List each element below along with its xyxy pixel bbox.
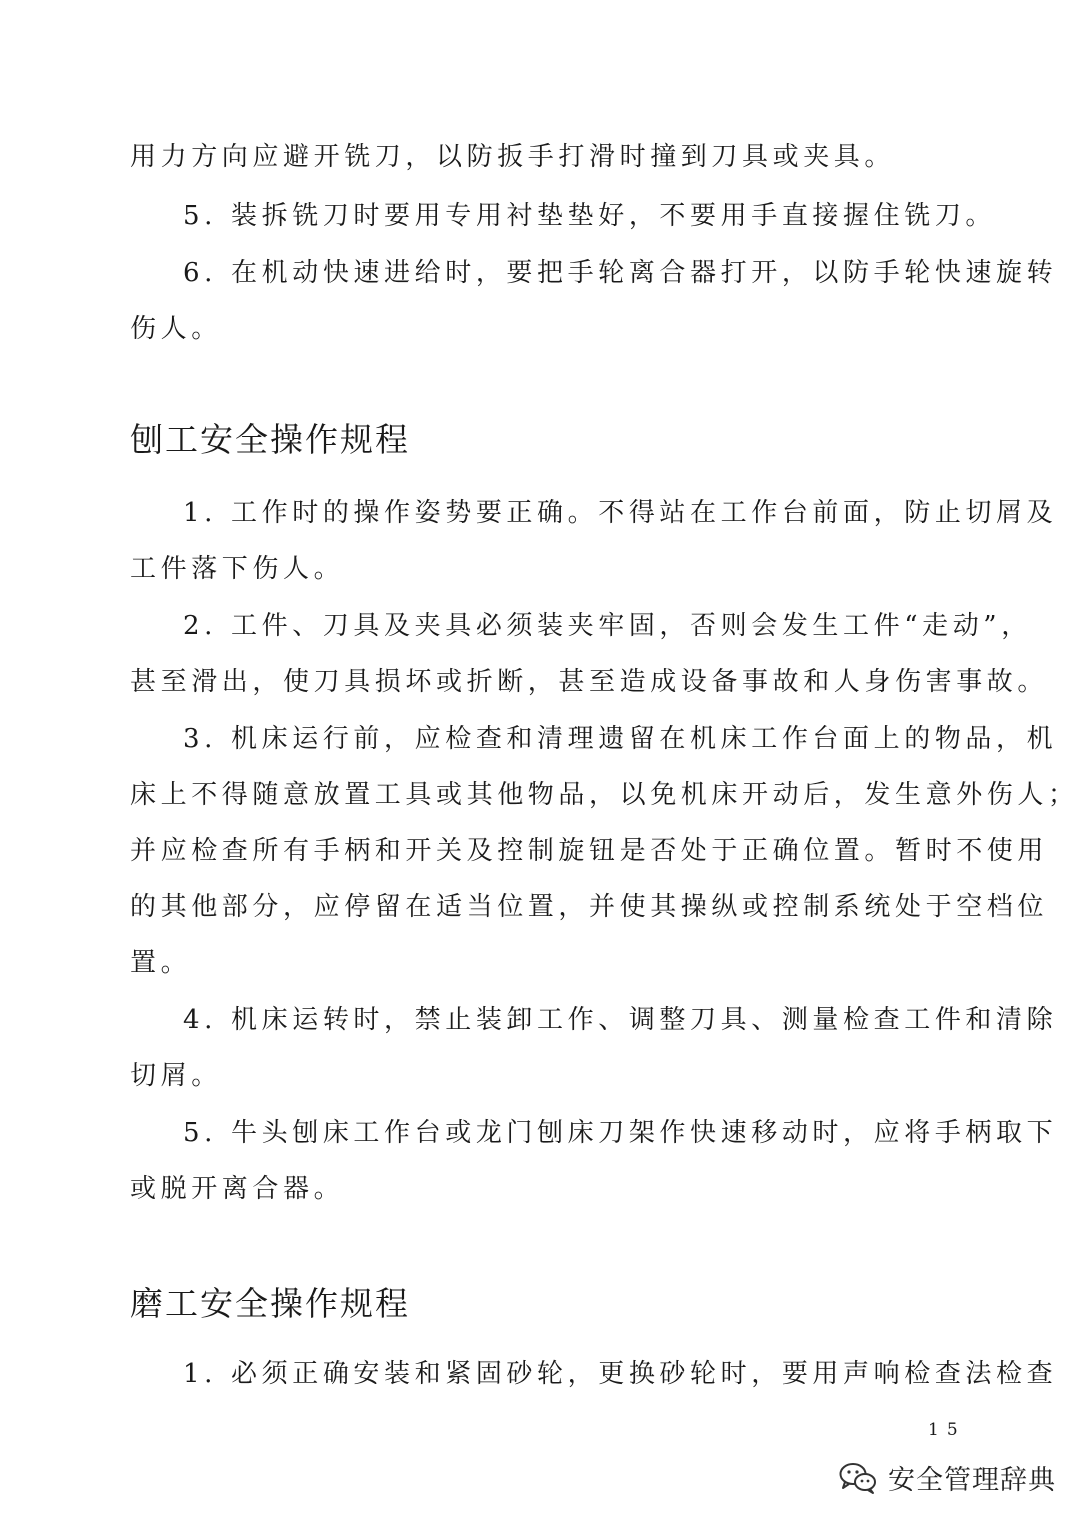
list-item bbox=[183, 260, 1057, 286]
item-text: 机床运转时，禁止装卸工作、调整刀具、测量检查工件和清除 bbox=[231, 1005, 1058, 1035]
item-number: 6. bbox=[183, 258, 218, 288]
item-number: 4. bbox=[183, 1005, 218, 1035]
wechat-icon bbox=[838, 1461, 878, 1495]
paragraph-line: 床上不得随意放置工具或其他物品，以免机床开动后，发生意外伤人； bbox=[130, 780, 1079, 810]
item-text: 必须正确安装和紧固砂轮，更换砂轮时，要用声响检查法检查 bbox=[231, 1359, 1058, 1389]
item-text: 工作时的操作姿势要正确。不得站在工作台前面，防止切屑及 bbox=[231, 498, 1058, 528]
list-item bbox=[183, 613, 1032, 639]
item-text: 在机动快速进给时，要把手轮离合器打开，以防手轮快速旋转 bbox=[231, 258, 1058, 288]
list-item bbox=[183, 203, 996, 229]
paragraph-line: 伤人。 bbox=[130, 314, 222, 344]
paragraph-line: 工件落下伤人。 bbox=[130, 554, 345, 584]
list-item bbox=[183, 726, 1057, 752]
item-number: 1. bbox=[183, 498, 218, 528]
item-text: 工件、刀具及夹具必须装夹牢固，否则会发生工件“走动”， bbox=[231, 611, 1032, 641]
page-number: 15 bbox=[928, 1420, 966, 1440]
list-item bbox=[183, 500, 1057, 526]
item-number: 1. bbox=[183, 1359, 218, 1389]
paragraph-line: 或脱开离合器。 bbox=[130, 1174, 345, 1204]
item-text: 机床运行前，应检查和清理遗留在机床工作台面上的物品，机 bbox=[231, 724, 1058, 754]
item-text: 装拆铣刀时要用专用衬垫垫好，不要用手直接握住铣刀。 bbox=[231, 201, 997, 231]
list-item bbox=[183, 1007, 1057, 1033]
paragraph-line: 并应检查所有手柄和开关及控制旋钮是否处于正确位置。暂时不使用 bbox=[130, 836, 1049, 866]
section-heading: 刨工安全操作规程 bbox=[130, 420, 410, 459]
paragraph-line: 置。 bbox=[130, 948, 192, 978]
paragraph-line: 的其他部分，应停留在适当位置，并使其操纵或控制系统处于空档位 bbox=[130, 892, 1049, 922]
item-number: 5. bbox=[183, 201, 218, 231]
item-number: 2. bbox=[183, 611, 218, 641]
paragraph-line: 用力方向应避开铣刀，以防扳手打滑时撞到刀具或夹具。 bbox=[130, 142, 896, 172]
watermark bbox=[838, 1458, 1056, 1497]
item-number: 3. bbox=[183, 724, 218, 754]
paragraph-line: 切屑。 bbox=[130, 1061, 222, 1091]
item-number: 5. bbox=[183, 1118, 218, 1148]
item-text: 牛头刨床工作台或龙门刨床刀架作快速移动时，应将手柄取下 bbox=[231, 1118, 1058, 1148]
list-item bbox=[183, 1361, 1057, 1387]
watermark-text: 安全管理辞典 bbox=[888, 1465, 1056, 1496]
list-item bbox=[183, 1120, 1057, 1146]
section-heading: 磨工安全操作规程 bbox=[130, 1284, 410, 1323]
paragraph-line: 甚至滑出，使刀具损坏或折断，甚至造成设备事故和人身伤害事故。 bbox=[130, 667, 1049, 697]
